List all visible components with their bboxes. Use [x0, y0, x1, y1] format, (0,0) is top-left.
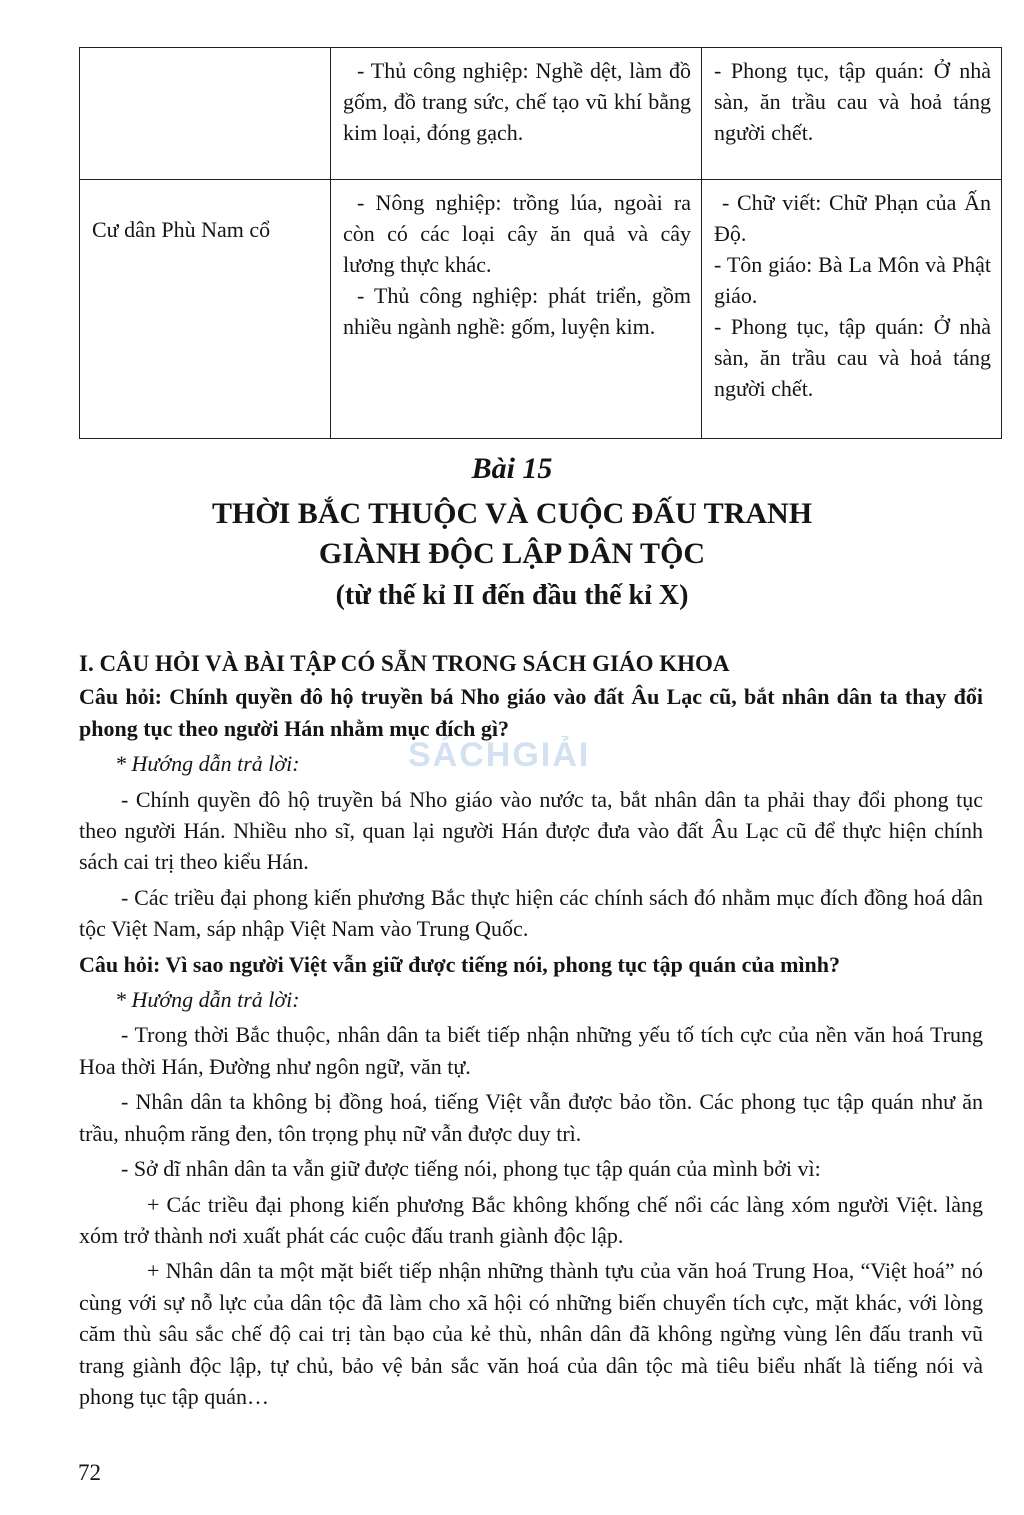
cell-text: - Tôn giáo: Bà La Môn và Phật giáo.: [714, 252, 991, 308]
answer-hint-label: * Hướng dẫn trả lời:: [115, 987, 300, 1013]
watermark-text: SÁCHGIẢI: [408, 736, 591, 774]
table-cell-culture: [702, 180, 1002, 439]
cell-text: - Phong tục, tập quán: Ở nhà sàn, ăn trầu cau và hoả táng người chết.: [714, 314, 991, 401]
answer-hint-label: * Hướng dẫn trả lời:: [115, 751, 300, 777]
lesson-number: Bài 15: [471, 452, 553, 485]
cell-text: - Nông nghiệp: trồng lúa, ngoài ra còn có các loại cây ăn quả và cây lương thực khác.: [343, 190, 691, 277]
lesson-title: [0, 494, 1024, 574]
lesson-title-line: THỜI BẮC THUỘC VÀ CUỘC ĐẤU TRANH: [211, 497, 813, 530]
cell-text: - Thủ công nghiệp: phát triển, gồm nhiều ngành nghề: gốm, luyện kim.: [343, 283, 691, 339]
group-name: Cư dân Phù Nam cổ: [92, 217, 271, 242]
answer-paragraph: - Các triều đại phong kiến phương Bắc thực hiện các chính sách đó nhằm mục đích đồng hoá dân tộc Việt Nam, sáp nhập Việt Nam vào Trung Quốc.: [79, 884, 983, 942]
section-heading: I. CÂU HỎI VÀ BÀI TẬP CÓ SẴN TRONG SÁCH GIÁO KHOA: [79, 651, 730, 676]
question: Câu hỏi: Vì sao người Việt vẫn giữ được tiếng nói, phong tục tập quán của mình?: [79, 951, 840, 977]
lesson-subtitle: (từ thế kỉ II đến đầu thế kỉ X): [335, 580, 689, 611]
answer-point: + Nhân dân ta một mặt biết tiếp nhận những thành tựu của văn hoá Trung Hoa, “Việt hoá” nó cùng với sự nỗ lực của dân tộc đã làm cho xã hội có những biến chuyển tích cực, mặt khác, với lòng căm thù sâu sắc chế độ cai trị tàn bạo của kẻ thù, nhân dân đã không ngừng vùng lên đấu tranh vũ trang giành độc lập, tự chủ, bảo vệ bản sắc văn hoá của dân tộc mà tiêu biểu nhất là tiếng nói và phong tục tập quán…: [79, 1258, 983, 1409]
page-body: [79, 648, 983, 1412]
page-number: 72: [78, 1460, 101, 1485]
cell-text: - Phong tục, tập quán: Ở nhà sàn, ăn trầu cau và hoả táng người chết.: [714, 58, 991, 145]
cell-text: - Chữ viết: Chữ Phạn của Ấn Độ.: [714, 190, 991, 246]
table-row: [80, 48, 1002, 180]
table-cell-economy: [331, 180, 702, 439]
table-row: [80, 180, 1002, 439]
answer-paragraph: - Sở dĩ nhân dân ta vẫn giữ được tiếng nói, phong tục tập quán của mình bởi vì:: [121, 1156, 821, 1182]
question: Câu hỏi: Chính quyền đô hộ truyền bá Nho giáo vào đất Âu Lạc cũ, bắt nhân dân ta thay đổi phong tục theo người Hán nhằm mục đích gì?: [79, 684, 983, 741]
answer-paragraph: - Chính quyền đô hộ truyền bá Nho giáo vào nước ta, bắt nhân dân ta phải thay đổi phong tục theo người Hán. Nhiều nho sĩ, quan lại người Hán được đưa vào đất Âu Lạc cũ để thực hiện chính sách cai trị theo kiểu Hán.: [79, 786, 983, 875]
answer-paragraph: - Trong thời Bắc thuộc, nhân dân ta biết tiếp nhận những yếu tố tích cực của nền văn hoá Trung Hoa thời Hán, Đường như ngôn ngữ, văn tự.: [79, 1022, 983, 1079]
table-cell-economy: [331, 48, 702, 180]
summary-table: [79, 47, 1002, 439]
table-cell-group: [80, 48, 331, 180]
table-cell-culture: [702, 48, 1002, 180]
lesson-title-line: GIÀNH ĐỘC LẬP DÂN TỘC: [318, 537, 706, 570]
cell-text: - Thủ công nghiệp: Nghề dệt, làm đồ gốm, đồ trang sức, chế tạo vũ khí bằng kim loại, đóng gạch.: [343, 58, 691, 145]
table-cell-group: [80, 180, 331, 439]
answer-paragraph: - Nhân dân ta không bị đồng hoá, tiếng Việt vẫn được bảo tồn. Các phong tục tập quán như ăn trầu, nhuộm răng đen, tôn trọng phụ nữ vẫn được duy trì.: [79, 1089, 983, 1146]
answer-point: + Các triều đại phong kiến phương Bắc không khống chế nổi các làng xóm người Việt. làng xóm trở thành nơi xuất phát các cuộc đấu tranh giành độc lập.: [79, 1191, 983, 1248]
